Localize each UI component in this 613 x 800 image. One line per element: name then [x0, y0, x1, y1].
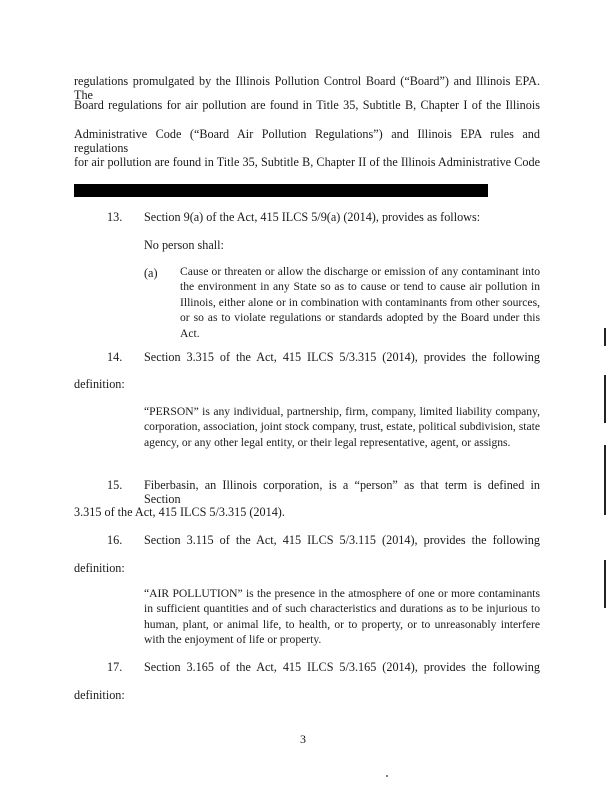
para-15-text: Fiberbasin, an Illinois corporation, is a “person” as that term is defined in Section [144, 478, 540, 506]
scan-edge-mark [604, 445, 606, 515]
intro-line-4: for air pollution are found in Title 35, Subtitle B, Chapter II of the Illinois Administrative Code [74, 155, 540, 169]
para-16-quote: “AIR POLLUTION” is the presence in the atmosphere of one or more contaminants in sufficient quantities and of such characteristics and durations as to be injurious to human, plant, or animal life, to health, or to property, or to unreasonably interfere with the enjoyment of life or property. [144, 587, 540, 647]
para-17-number: 17. [107, 660, 123, 674]
para-16-text: Section 3.115 of the Act, 415 ILCS 5/3.115 (2014), provides the following [144, 533, 540, 547]
para-16-number: 16. [107, 533, 123, 547]
para-13-lead: No person shall: [144, 238, 224, 252]
para-13-number: 13. [107, 210, 123, 224]
intro-line-1: regulations promulgated by the Illinois Pollution Control Board (“Board”) and Illinois EPA. The [74, 74, 540, 102]
intro-line-3: Administrative Code (“Board Air Pollution Regulations”) and Illinois EPA rules and regulations [74, 127, 540, 155]
para-14-text: Section 3.315 of the Act, 415 ILCS 5/3.315 (2014), provides the following [144, 350, 540, 364]
para-13-item-label: (a) [144, 266, 158, 280]
para-14-cont: definition: [74, 377, 125, 391]
scan-edge-mark [604, 560, 606, 608]
para-15-number: 15. [107, 478, 123, 492]
scan-edge-mark [604, 375, 606, 423]
para-13-text: Section 9(a) of the Act, 415 ILCS 5/9(a) (2014), provides as follows: [144, 210, 481, 224]
intro-line-2: Board regulations for air pollution are found in Title 35, Subtitle B, Chapter I of the Illinois [74, 98, 540, 112]
scan-edge-mark [604, 328, 606, 346]
para-17-cont: definition: [74, 688, 125, 702]
page-number: 3 [300, 732, 306, 746]
para-13-item-text: Cause or threaten or allow the discharge or emission of any contaminant into the environment in any State so as to cause or tend to cause air pollution in Illinois, either alone or in combination with contaminants from other sources, or so as to violate regulations or standards adopted by the Board under this Act. [180, 265, 540, 340]
para-16-cont: definition: [74, 561, 125, 575]
redaction-bar [74, 184, 488, 197]
para-17-text: Section 3.165 of the Act, 415 ILCS 5/3.165 (2014), provides the following [144, 660, 540, 674]
para-15-cont: 3.315 of the Act, 415 ILCS 5/3.315 (2014). [74, 505, 285, 519]
para-14-quote: “PERSON” is any individual, partnership, firm, company, limited liability company, corporation, association, joint stock company, trust, estate, political subdivision, state agency, or any other legal entity, or their legal representative, agent, or assigns. [144, 405, 540, 449]
para-14-number: 14. [107, 350, 123, 364]
scan-speck [386, 775, 388, 777]
